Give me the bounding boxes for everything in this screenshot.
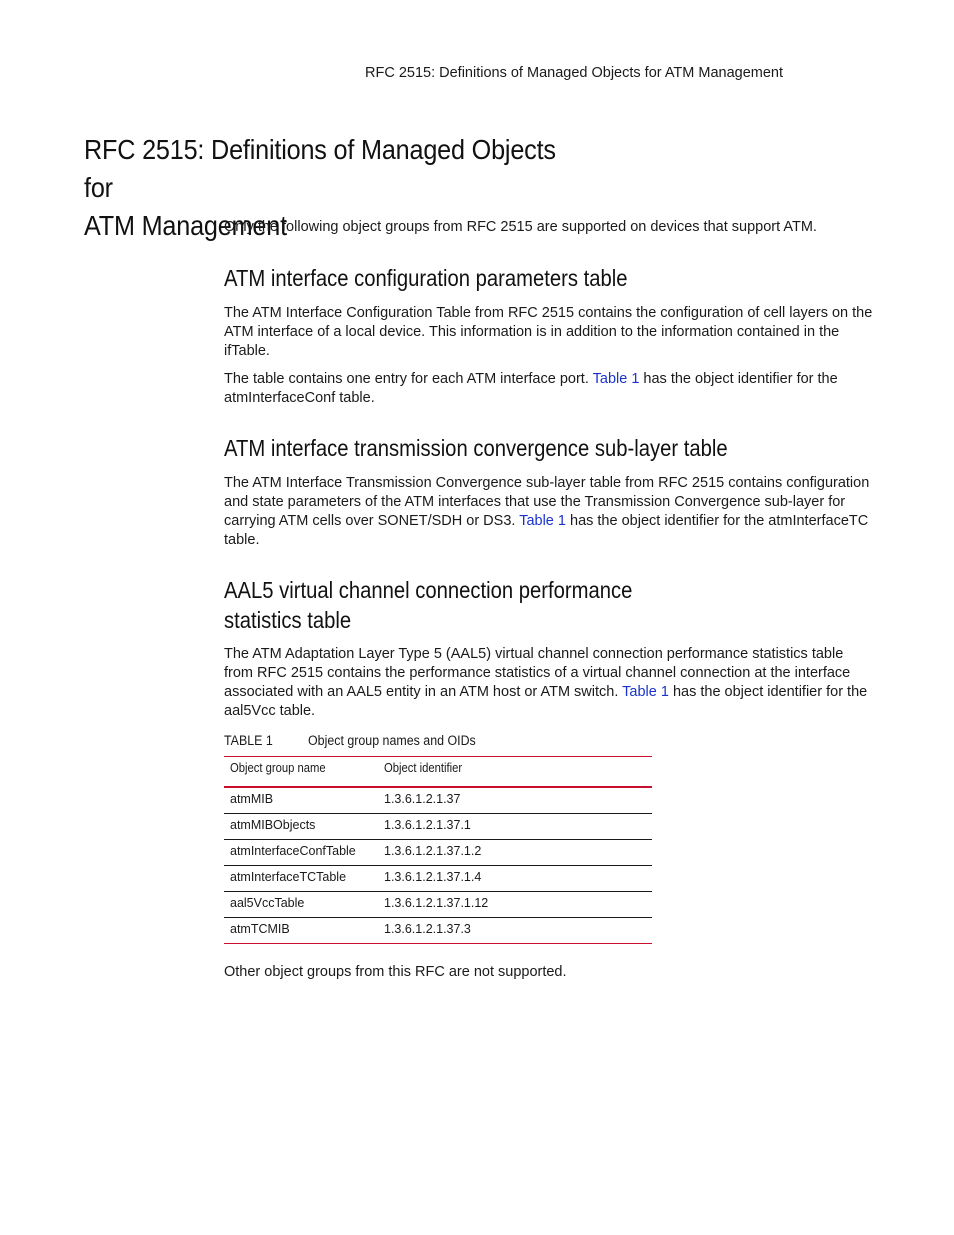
object-group-name-cell: atmMIBObjects (230, 818, 316, 832)
conf-table-paragraph-2 (224, 370, 874, 408)
table-1-link[interactable]: Table 1 (622, 684, 669, 700)
aal5-table-text-end: has the object identifier for the aal5Vcc table. (224, 684, 868, 719)
aal5-heading-line-2: statistics table (224, 607, 352, 633)
table-header-row (224, 756, 652, 788)
object-group-name-cell: atmInterfaceTCTable (230, 870, 347, 884)
page-title-line-1: RFC 2515: Definitions of Managed Objects for (84, 134, 556, 203)
object-identifier-cell: 1.3.6.1.2.1.37.1.12 (384, 896, 489, 910)
table-caption (224, 733, 654, 753)
column-header-object-identifier: Object identifier (384, 761, 463, 775)
tc-table-text: The ATM Interface Transmission Convergence sub-layer table from RFC 2515 contains configuration and state parameters of the ATM interfaces that use the Transmission Convergence sub-layer for carrying ATM cells over SONET/SDH or DS3. (224, 475, 870, 529)
conf-table-text: The table contains one entry for each ATM interface port. (224, 371, 589, 387)
intro-paragraph: Only the following object groups from RFC 2515 are supported on devices that support ATM. (224, 219, 817, 235)
table-number: TABLE 1 (224, 733, 273, 748)
closing-paragraph: Other object groups from this RFC are not supported. (224, 964, 567, 980)
conf-table-paragraph-1: The ATM Interface Configuration Table from RFC 2515 contains the configuration of cell layers on the ATM interface of a local device. This information is in addition to the information contained in the ifTable. (224, 305, 873, 359)
object-identifier-cell: 1.3.6.1.2.1.37.1.4 (384, 870, 482, 884)
object-group-name-cell: atmTCMIB (230, 922, 290, 936)
table-row (224, 866, 652, 892)
section-heading-conf-table: ATM interface configuration parameters table (224, 265, 628, 291)
aal5-heading-line-1: AAL5 virtual channel connection performance (224, 577, 633, 603)
table-1-link[interactable]: Table 1 (592, 371, 640, 387)
running-header: RFC 2515: Definitions of Managed Objects for ATM Management (365, 65, 784, 81)
object-identifier-cell: 1.3.6.1.2.1.37 (384, 792, 461, 806)
conf-table-text-end: has the object identifier for the atmInterfaceConf table. (224, 371, 838, 406)
object-identifier-cell: 1.3.6.1.2.1.37.1 (384, 818, 471, 832)
aal5-table-paragraph (224, 645, 874, 721)
oid-table (224, 756, 652, 944)
section-heading-aal5-table (224, 575, 632, 635)
table-row (224, 918, 652, 944)
object-group-name-cell: atmMIB (230, 792, 274, 806)
table-caption-text: Object group names and OIDs (308, 733, 476, 748)
object-identifier-cell: 1.3.6.1.2.1.37.3 (384, 922, 471, 936)
tc-table-text-end: has the object identifier for the atmInterfaceTC table. (224, 513, 869, 548)
table-1-link[interactable]: Table 1 (519, 513, 566, 529)
table-row (224, 840, 652, 866)
table-row (224, 814, 652, 840)
tc-table-paragraph (224, 474, 874, 550)
section-heading-tc-table: ATM interface transmission convergence sub-layer table (224, 435, 728, 461)
object-group-name-cell: aal5VccTable (230, 896, 305, 910)
object-group-name-cell: atmInterfaceConfTable (230, 844, 356, 858)
object-identifier-cell: 1.3.6.1.2.1.37.1.2 (384, 844, 482, 858)
table-row (224, 892, 652, 918)
page-title-line-2: ATM Management (84, 210, 287, 241)
aal5-table-text: The ATM Adaptation Layer Type 5 (AAL5) virtual channel connection performance statistics table from RFC 2515 contains the performance statistics of a virtual channel connection at the interface associated with an AAL5 entity in an ATM host or ATM switch. (224, 646, 851, 700)
column-header-group-name: Object group name (230, 761, 326, 775)
table-row (224, 788, 652, 814)
